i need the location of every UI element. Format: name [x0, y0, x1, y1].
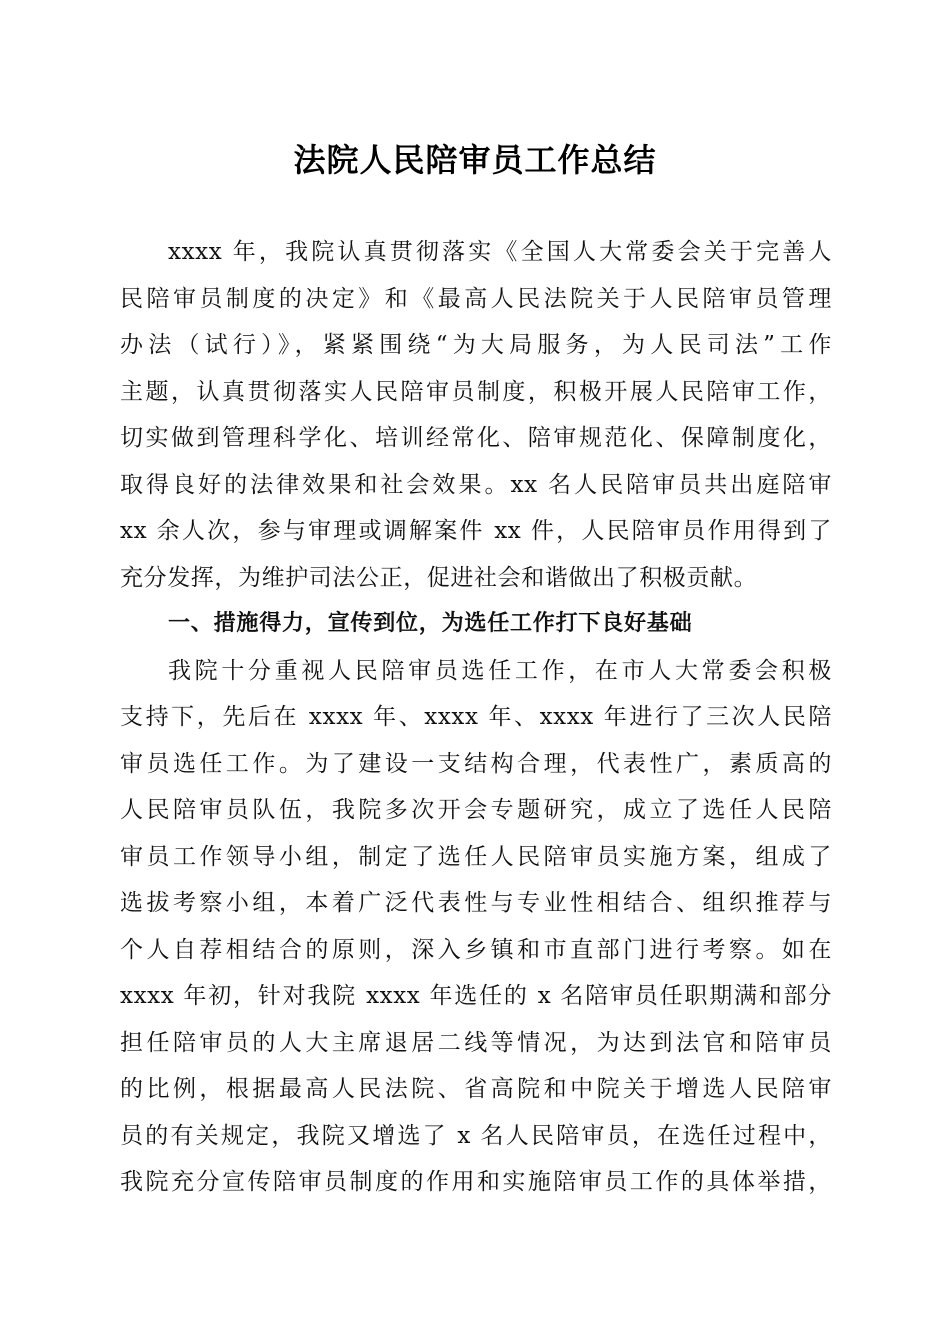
section-line: 的比例，根据最高人民法院、省高院和中院关于增选人民陪审	[120, 1076, 832, 1102]
section-line: 担任陪审员的人大主席退居二线等情况，为达到法官和陪审员	[120, 1029, 832, 1056]
document-title: 法院人民陪审员工作总结	[293, 141, 657, 179]
intro-line: xx 余人次，参与审理或调解案件 xx 件，人民陪审员作用得到了	[120, 518, 832, 544]
section-line: 支持下，先后在 xxxx 年、xxxx 年、xxxx 年进行了三次人民陪	[120, 704, 832, 730]
intro-line: 充分发挥，为维护司法公正，促进社会和谐做出了积极贡献。	[120, 564, 758, 591]
section-line: xxxx 年初，针对我院 xxxx 年选任的 x 名陪审员任职期满和部分	[120, 983, 832, 1009]
intro-line: 主题，认真贯彻落实人民陪审员制度，积极开展人民陪审工作，	[120, 378, 832, 405]
section-line: 审员选任工作。为了建设一支结构合理，代表性广，素质高的	[120, 750, 832, 777]
section-line: 我院充分宣传陪审员制度的作用和实施陪审员工作的具体举措，	[120, 1169, 832, 1195]
section-line: 人民陪审员队伍，我院多次开会专题研究，成立了选任人民陪	[120, 797, 832, 823]
intro-line: 民陪审员制度的决定》和《最高人民法院关于人民陪审员管理	[120, 285, 832, 312]
section-line: 审员工作领导小组，制定了选任人民陪审员实施方案，组成了	[120, 843, 832, 870]
section-line: 个人自荐相结合的原则，深入乡镇和市直部门进行考察。如在	[120, 936, 832, 963]
intro-line: 取得良好的法律效果和社会效果。xx 名人民陪审员共出庭陪审	[120, 471, 832, 498]
intro-line: 办法（试行）》，紧紧围绕“为大局服务，为人民司法”工作	[120, 332, 832, 358]
section-line: 员的有关规定，我院又增选了 x 名人民陪审员，在选任过程中，	[120, 1122, 832, 1149]
section-line: 选拔考察小组，本着广泛代表性与专业性相结合、组织推荐与	[120, 890, 832, 916]
section-heading: 一、措施得力，宣传到位，为选任工作打下良好基础	[168, 611, 693, 636]
intro-line: xxxx 年，我院认真贯彻落实《全国人大常委会关于完善人	[168, 239, 832, 265]
document-body	[120, 229, 832, 1206]
intro-line: 切实做到管理科学化、培训经常化、陪审规范化、保障制度化，	[120, 425, 832, 451]
section-line: 我院十分重视人民陪审员选任工作，在市人大常委会积极	[168, 657, 832, 684]
